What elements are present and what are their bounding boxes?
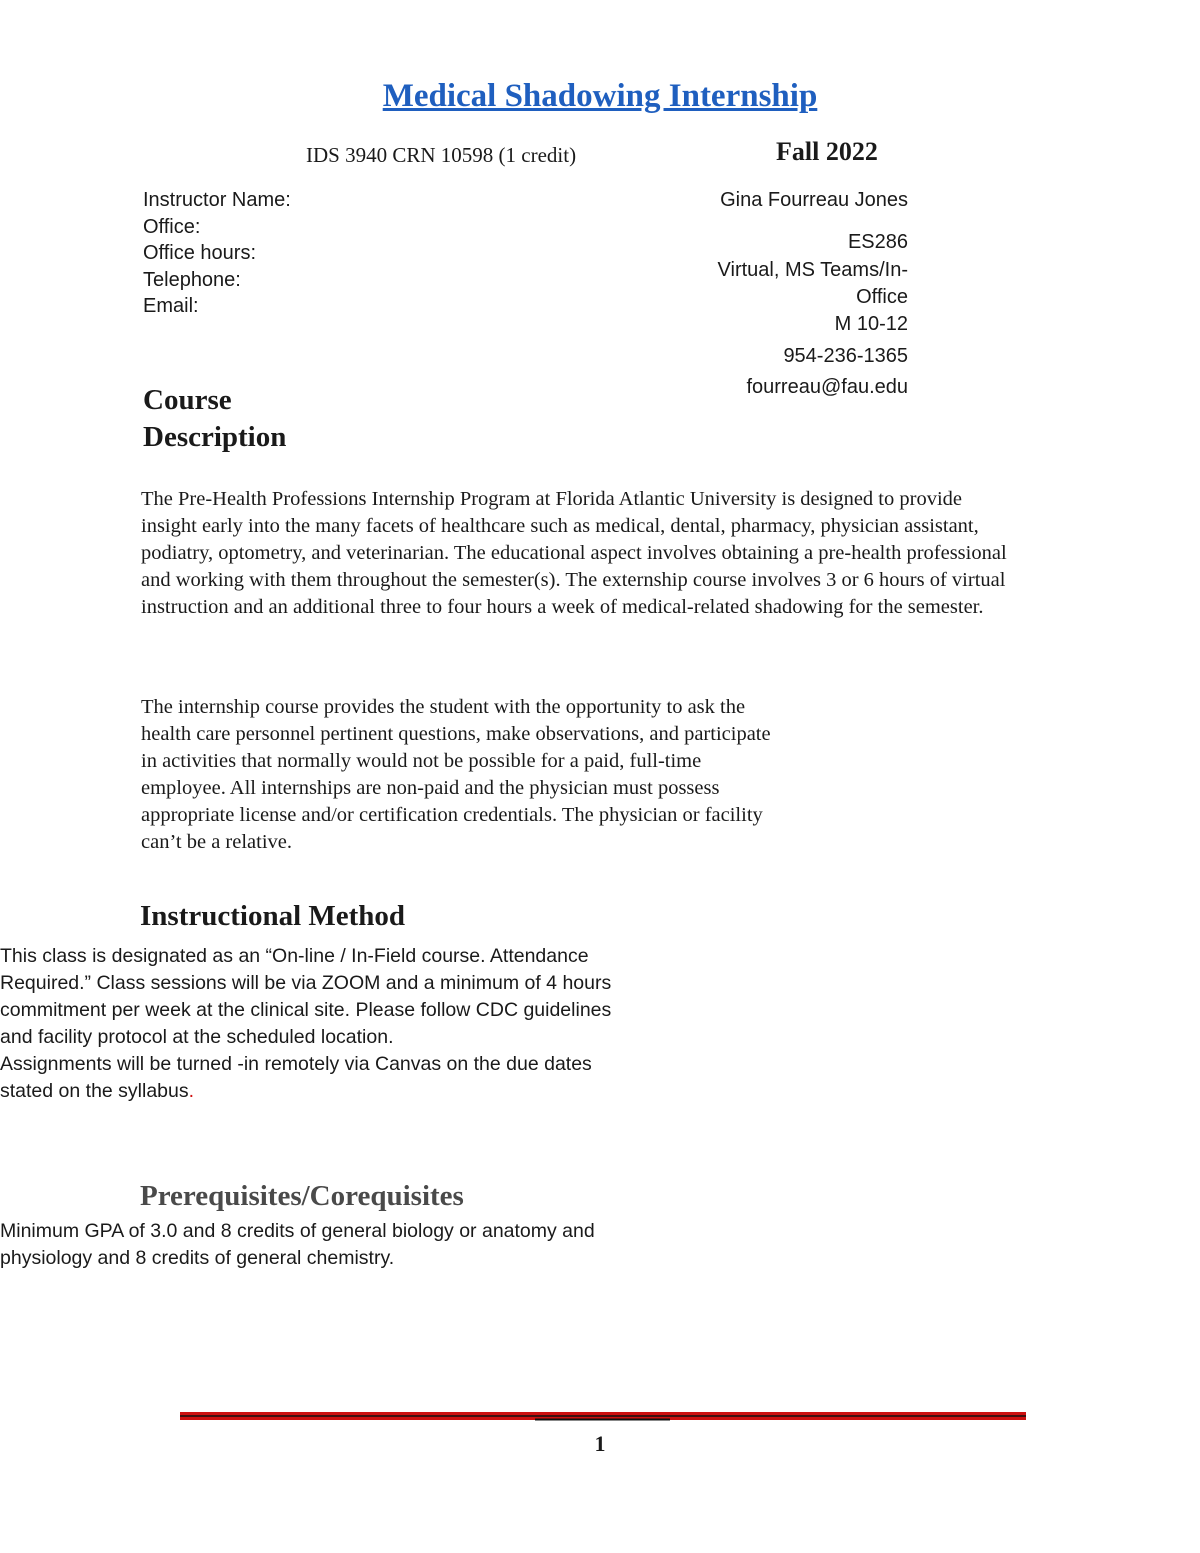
document-title: Medical Shadowing Internship (382, 78, 818, 114)
course-description-paragraph-1: The Pre-Health Professions Internship Program at Florida Atlantic University is designed to provide insight early into the many facets of healthcare such as medical, dental, pharmacy, physician assistant, podiatry, optometry, and veterinarian. The educational aspect involves obtaining a pre-health professional and working with them throughout the semester(s). The externship course involves 3 or 6 hours of virtual instruction and an additional three to four hours a week of medical-related shadowing for the semester. (141, 488, 1007, 618)
course-description-paragraph-2: The internship course provides the student with the opportunity to ask the health care personnel pertinent questions, make observations, and participate in activities that normally would not be possible for a paid, full-time employee. All internships are non-paid and the physician must possess appropriate license and/or certification credentials. The physician or facility can’t be a relative. (141, 696, 771, 853)
office-hours-label: Office hours: (143, 242, 257, 264)
instructor-name-label: Instructor Name: (143, 189, 291, 211)
instructional-method-text (0, 943, 640, 1105)
instructional-method-heading: Instructional Method (140, 900, 406, 932)
instructor-name-value: Gina Fourreau Jones (720, 189, 908, 211)
assignments-paragraph (0, 1051, 640, 1105)
prerequisites-paragraph: Minimum GPA of 3.0 and 8 credits of general biology or anatomy and physiology and 8 credits of general chemistry. (0, 1220, 595, 1269)
instructor-labels (143, 187, 291, 320)
instructional-method-paragraph: This class is designated as an “On-line / In-Field course. Attendance Required.” Class sessions will be via ZOOM and a minimum of 4 hours commitment per week at the clinical site. Please follow CDC guidelines and facility protocol at the scheduled location. (0, 945, 612, 1048)
assignments-period: . (188, 1080, 195, 1102)
telephone-value: 954-236-1365 (783, 345, 908, 367)
footer-rule (180, 1411, 1026, 1421)
course-description-heading-line1: Course (143, 384, 232, 416)
page-number: 1 (594, 1431, 606, 1456)
email-label: Email: (143, 295, 199, 317)
email-value[interactable]: fourreau@fau.edu (746, 376, 908, 398)
assignments-text: Assignments will be turned -in remotely via Canvas on the due dates stated on the syllabus (0, 1053, 592, 1102)
office-hours-value-line1: Virtual, MS Teams/In- (717, 259, 908, 281)
office-label: Office: (143, 215, 201, 238)
office-value: ES286 (847, 231, 908, 253)
course-code: IDS 3940 CRN 10598 (1 credit) (306, 143, 577, 167)
office-hours-value-line2: Office (856, 286, 908, 308)
course-description-heading (143, 382, 286, 456)
office-hours-value-line3: M 10-12 (834, 313, 908, 335)
telephone-label: Telephone: (143, 268, 241, 291)
term-label: Fall 2022 (776, 137, 878, 166)
course-description-heading-line2: Description (143, 421, 287, 453)
prerequisites-heading: Prerequisites/Corequisites (140, 1180, 464, 1212)
